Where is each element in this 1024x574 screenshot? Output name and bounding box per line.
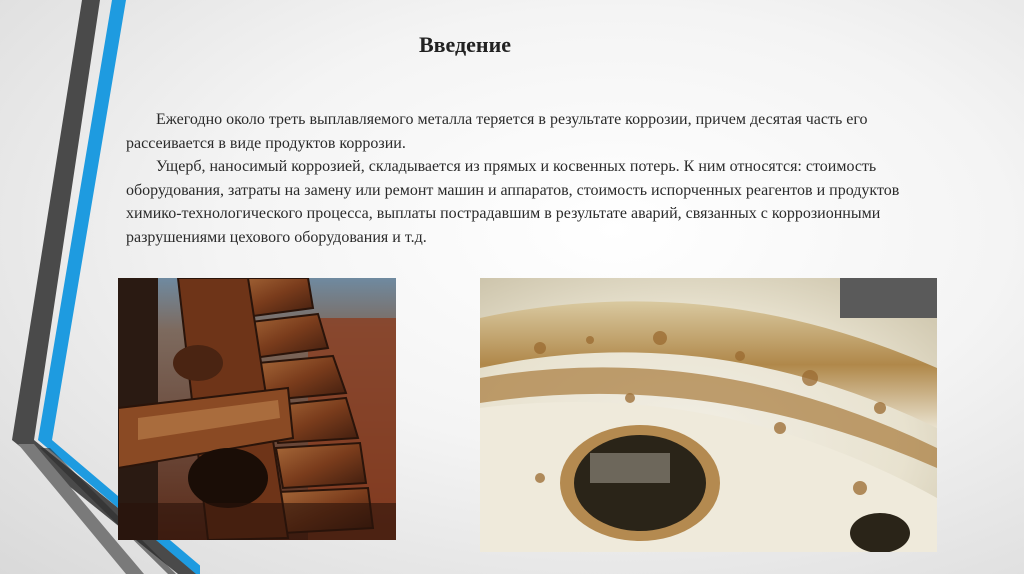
slide-title: Введение	[418, 32, 512, 57]
slide-body-text	[126, 108, 938, 249]
paragraph-1: Ежегодно около трeть выплавляемого металла теряется в результате коррозии, причем десятая часть его рассеивается в виде продуктов коррозии.	[126, 111, 868, 152]
corroded-wheel-rim-photo	[480, 278, 937, 552]
paragraph-2: Ущерб, наносимый коррозией, складывается из прямых и косвенных потерь. К ним относятся: стоимость оборудования, затраты на замену или ремонт машин и аппаратов, стоимость испорченных реагентов и продуктов химико-технологического процесса, выплаты пострадавшим в результате аварий, связанных с коррозионными разрушениями цехового оборудования и т.д.	[126, 158, 900, 246]
rusty-gear-photo	[118, 278, 396, 540]
